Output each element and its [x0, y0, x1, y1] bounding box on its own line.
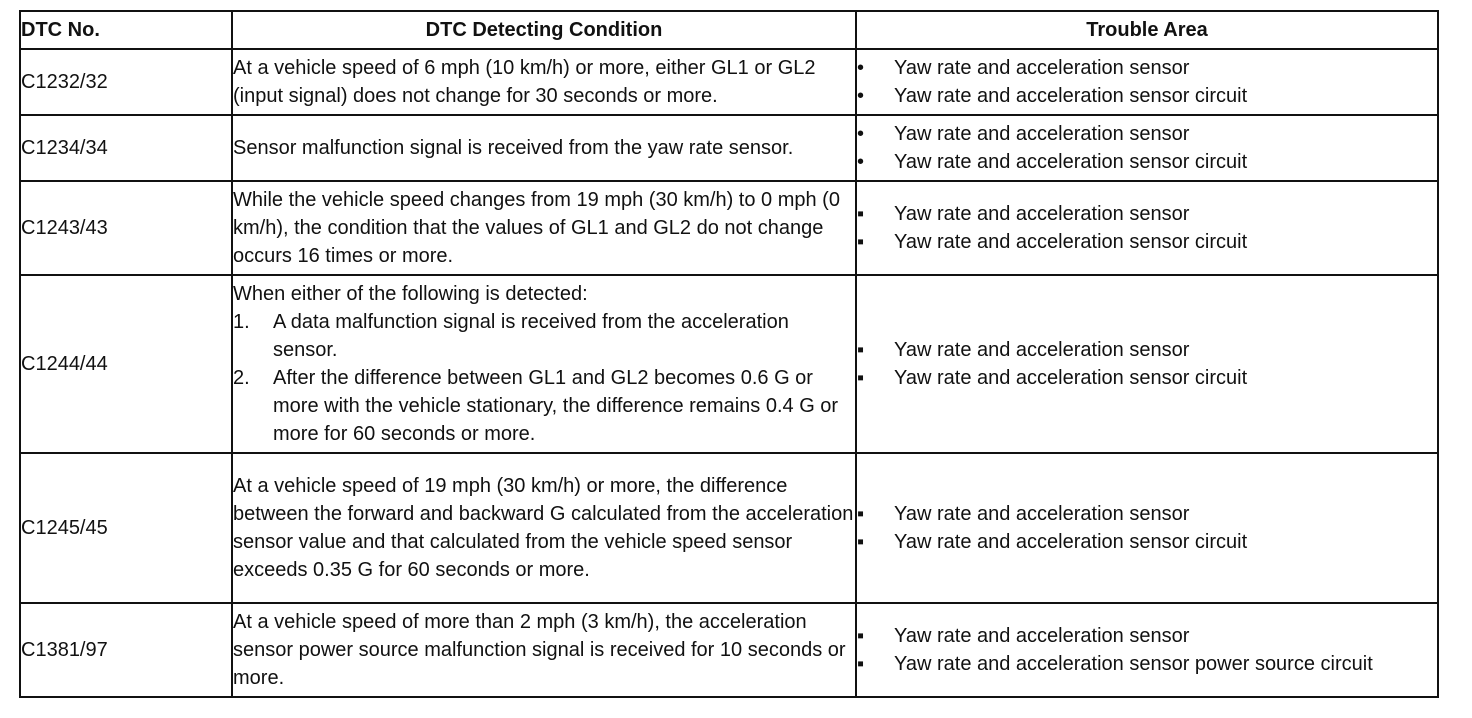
- trouble-area-item: Yaw rate and acceleration sensor: [894, 339, 1190, 361]
- dtc-code: C1243/43: [20, 181, 232, 275]
- condition-text: Sensor malfunction signal is received from the yaw rate sensor.: [233, 137, 794, 159]
- trouble-area-item: Yaw rate and acceleration sensor circuit: [894, 231, 1248, 253]
- trouble-area-item: Yaw rate and acceleration sensor circuit: [894, 367, 1248, 389]
- bullet-icon: ▪: [857, 339, 865, 361]
- table-row: [20, 115, 1438, 181]
- detecting-condition: [232, 275, 856, 453]
- list-item: [857, 148, 1437, 176]
- table-row: [20, 603, 1438, 697]
- trouble-area-item: Yaw rate and acceleration sensor: [894, 57, 1190, 79]
- bullet-icon: ▪: [857, 203, 865, 225]
- condition-text: While the vehicle speed changes from 19 mph (30 km/h) to 0 mph (0 km/h), the condition that the values of GL1 and GL2 do not change occurs 16 times or more.: [233, 189, 840, 267]
- bullet-icon: ▪: [857, 653, 865, 675]
- trouble-area: [856, 275, 1438, 453]
- trouble-area-item: Yaw rate and acceleration sensor: [894, 625, 1190, 647]
- trouble-area-item: Yaw rate and acceleration sensor: [894, 123, 1190, 145]
- header-trouble-area: Trouble Area: [856, 11, 1438, 49]
- table-row: [20, 181, 1438, 275]
- trouble-area-item: Yaw rate and acceleration sensor circuit: [894, 531, 1248, 553]
- trouble-area-item: Yaw rate and acceleration sensor circuit: [894, 85, 1248, 107]
- list-item: [857, 650, 1437, 678]
- condition-intro: When either of the following is detected:: [233, 283, 588, 305]
- detecting-condition: [232, 603, 856, 697]
- bullet-icon: •: [857, 151, 865, 173]
- bullet-icon: ▪: [857, 503, 865, 525]
- header-dtc-no: DTC No.: [20, 11, 232, 49]
- list-item: [857, 622, 1437, 650]
- dtc-code: C1381/97: [20, 603, 232, 697]
- trouble-area-item: Yaw rate and acceleration sensor circuit: [894, 151, 1248, 173]
- item-text: After the difference between GL1 and GL2 becomes 0.6 G or more with the vehicle stationary, the difference remains 0.4 G or more for 60 seconds or more.: [273, 367, 839, 445]
- list-item: [857, 364, 1437, 392]
- list-item: [857, 528, 1437, 556]
- dtc-code: C1245/45: [20, 453, 232, 603]
- table-row: [20, 453, 1438, 603]
- trouble-area-item: Yaw rate and acceleration sensor power source circuit: [894, 653, 1373, 675]
- trouble-area: [856, 603, 1438, 697]
- list-item: [857, 82, 1437, 110]
- dtc-code: C1244/44: [20, 275, 232, 453]
- bullet-icon: ▪: [857, 231, 865, 253]
- condition-text: At a vehicle speed of more than 2 mph (3 km/h), the acceleration sensor power source malfunction signal is received for 10 seconds or more.: [233, 611, 846, 689]
- trouble-area-item: Yaw rate and acceleration sensor: [894, 203, 1190, 225]
- trouble-area: [856, 115, 1438, 181]
- bullet-icon: ▪: [857, 367, 865, 389]
- header-detecting-condition: DTC Detecting Condition: [232, 11, 856, 49]
- dtc-code: C1232/32: [20, 49, 232, 115]
- bullet-icon: •: [857, 57, 865, 79]
- bullet-icon: ▪: [857, 531, 865, 553]
- item-text: A data malfunction signal is received from the acceleration sensor.: [273, 311, 789, 361]
- table-row: [20, 275, 1438, 453]
- detecting-condition: [232, 115, 856, 181]
- list-item: [857, 336, 1437, 364]
- list-item: [857, 54, 1437, 82]
- bullet-icon: •: [857, 123, 865, 145]
- trouble-area: [856, 49, 1438, 115]
- header-row: [20, 11, 1438, 49]
- item-number: 2.: [233, 367, 250, 389]
- list-item: [857, 228, 1437, 256]
- numbered-item: [233, 364, 855, 448]
- trouble-area: [856, 453, 1438, 603]
- dtc-table: [19, 10, 1439, 698]
- condition-text: At a vehicle speed of 6 mph (10 km/h) or more, either GL1 or GL2 (input signal) does not change for 30 seconds or more.: [233, 57, 816, 107]
- trouble-area-item: Yaw rate and acceleration sensor: [894, 503, 1190, 525]
- dtc-code: C1234/34: [20, 115, 232, 181]
- list-item: [857, 120, 1437, 148]
- list-item: [857, 500, 1437, 528]
- condition-text: At a vehicle speed of 19 mph (30 km/h) or more, the difference between the forward and backward G calculated from the acceleration sensor value and that calculated from the vehicle speed sensor exceeds 0.35 G for 60 seconds or more.: [233, 475, 854, 581]
- detecting-condition: [232, 453, 856, 603]
- table-row: [20, 49, 1438, 115]
- detecting-condition: [232, 181, 856, 275]
- trouble-area: [856, 181, 1438, 275]
- bullet-icon: •: [857, 85, 865, 107]
- list-item: [857, 200, 1437, 228]
- detecting-condition: [232, 49, 856, 115]
- numbered-item: [233, 308, 855, 364]
- bullet-icon: ▪: [857, 625, 865, 647]
- item-number: 1.: [233, 311, 250, 333]
